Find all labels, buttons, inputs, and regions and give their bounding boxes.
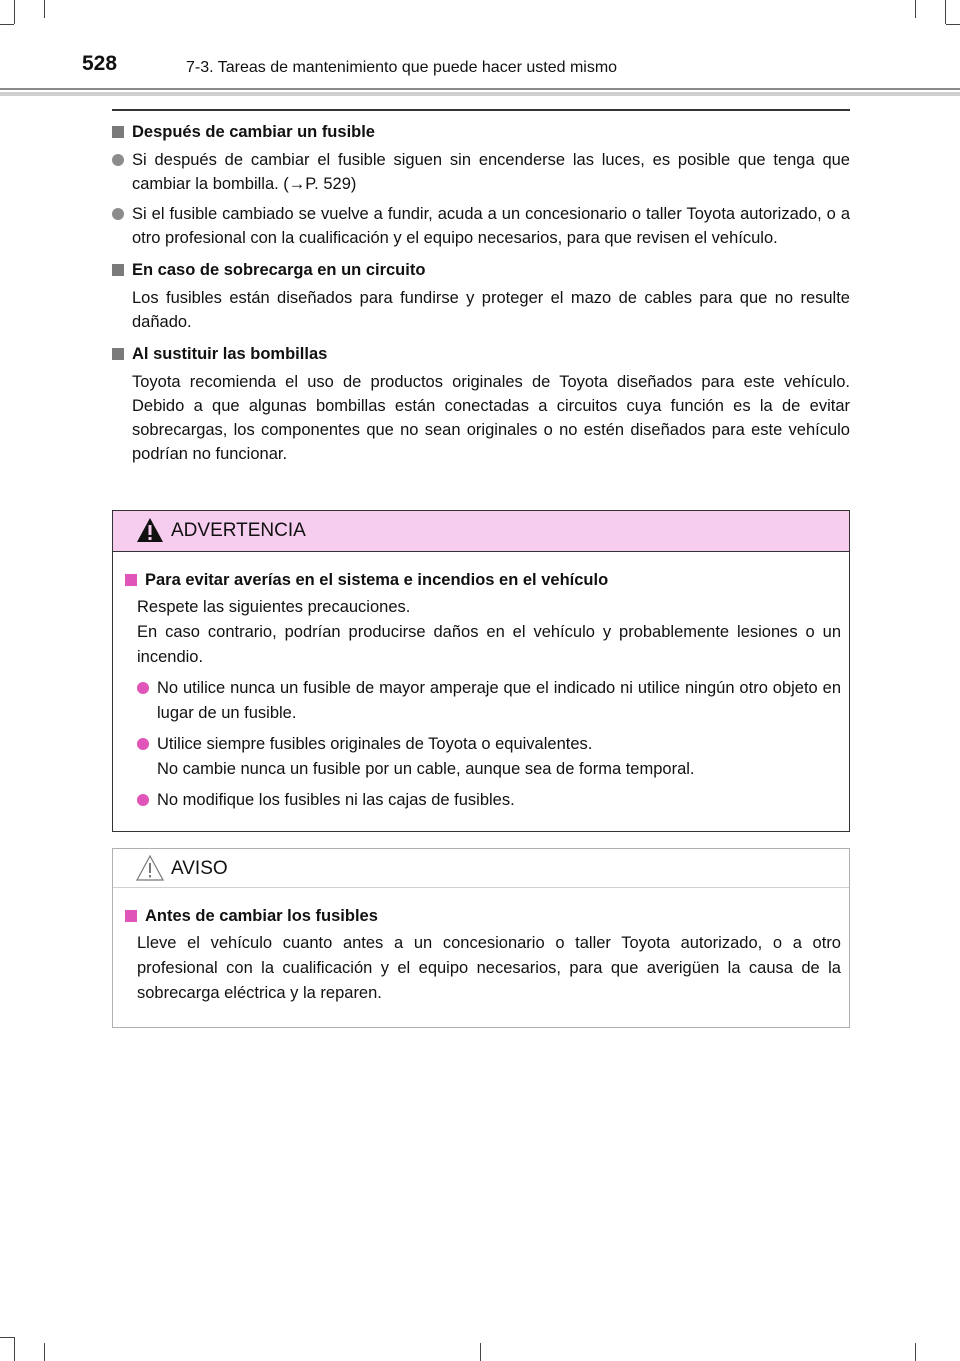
content-divider — [112, 109, 850, 111]
list-item: No utilice nunca un fusible de mayor amperaje que el indicado ni utilice ningún otro objeto en lugar de un fusible. — [125, 676, 841, 726]
warning-triangle-icon — [135, 516, 165, 544]
crop-mark — [480, 1343, 481, 1361]
section-paragraph: Toyota recomienda el uso de productos originales de Toyota diseñados para este vehículo. Debido a que algunas bombillas están conectadas a circuitos cuya función es la de evitar sobrecargas, los componentes que no sean originales o no estén diseñados para este vehículo podrían no funcionar. — [132, 373, 850, 463]
section-replacing-bulbs — [112, 342, 850, 466]
crop-mark — [14, 1337, 15, 1361]
section-after-changing-fuse — [112, 120, 850, 250]
crop-mark — [915, 1343, 916, 1361]
section-paragraph: Los fusibles están diseñados para fundirse y proteger el mazo de cables para que no resulte dañado. — [132, 289, 850, 331]
page-header — [0, 0, 960, 96]
notice-label: AVISO — [171, 858, 228, 879]
warning-header — [113, 511, 849, 552]
circle-bullet-icon — [137, 682, 149, 694]
list-item: No modifique los fusibles ni las cajas de fusibles. — [125, 788, 841, 813]
crop-mark — [0, 1337, 14, 1338]
section-title: 7-3. Tareas de mantenimiento que puede hacer usted mismo — [186, 59, 618, 76]
notice-paragraph: Lleve el vehículo cuanto antes a un concesionario o taller Toyota autorizado, o a otro profesional con la cualificación y el equipo necesarios, para que averigüen la causa de la sobrecarga eléctrica y la reparen. — [137, 934, 841, 1002]
list-item: Si el fusible cambiado se vuelve a fundir, acuda a un concesionario o taller Toyota autorizado, o a otro profesional con la cualificación y el equipo necesarios, para que revisen el vehículo. — [112, 202, 850, 250]
list-item: Utilice siempre fusibles originales de Toyota o equivalentes. No cambie nunca un fusible por un cable, aunque sea de forma temporal. — [125, 732, 841, 782]
list-item: Si después de cambiar el fusible siguen sin encenderse las luces, es posible que tenga que cambiar la bombilla. (→P. 529) — [112, 148, 850, 196]
warning-intro: Respete las siguientes precauciones. En caso contrario, podrían producirse daños en el vehículo y probablemente lesiones o un incendio. — [137, 598, 841, 666]
circle-bullet-icon — [112, 154, 124, 166]
main-content — [112, 120, 850, 474]
crop-mark — [44, 1343, 45, 1361]
square-bullet-icon — [125, 910, 137, 922]
warning-box — [112, 510, 850, 832]
circle-bullet-icon — [137, 794, 149, 806]
notice-content — [113, 888, 849, 1006]
notice-box — [112, 848, 850, 1028]
header-rule-shadow — [0, 92, 960, 96]
section-heading: En caso de sobrecarga en un circuito — [132, 261, 426, 279]
square-bullet-icon — [112, 264, 124, 276]
circle-bullet-icon — [137, 738, 149, 750]
caution-triangle-icon — [135, 854, 165, 882]
section-heading: Después de cambiar un fusible — [132, 123, 375, 141]
square-bullet-icon — [112, 348, 124, 360]
square-bullet-icon — [112, 126, 124, 138]
square-bullet-icon — [125, 574, 137, 586]
notice-heading: Antes de cambiar los fusibles — [145, 907, 378, 925]
page-number: 528 — [82, 52, 118, 75]
warning-label: ADVERTENCIA — [171, 520, 306, 541]
warning-heading: Para evitar averías en el sistema e incendios en el vehículo — [145, 571, 609, 589]
circle-bullet-icon — [112, 208, 124, 220]
warning-content — [113, 552, 849, 813]
notice-header — [113, 849, 849, 888]
header-rule — [0, 88, 960, 90]
section-heading: Al sustituir las bombillas — [132, 345, 328, 363]
section-circuit-overload — [112, 258, 850, 334]
